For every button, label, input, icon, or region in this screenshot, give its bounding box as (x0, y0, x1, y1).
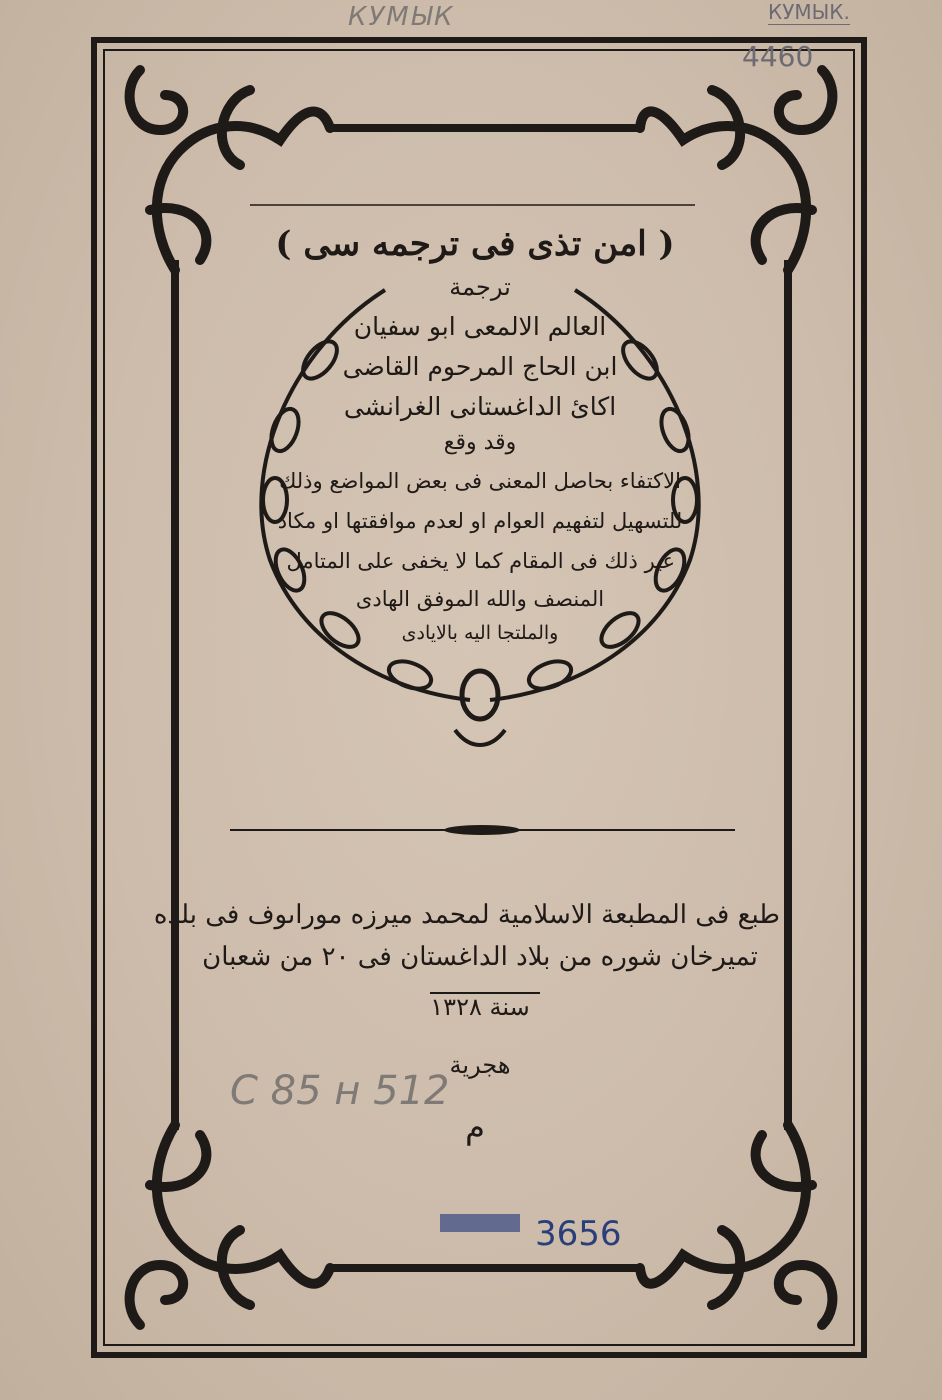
imprint-year: سنة ١٣٢٨ (430, 993, 530, 1021)
library-stamp-top: КУМЫК. (768, 0, 850, 24)
imprint-hijri: هجرية (449, 1051, 511, 1079)
body-line-5: الاكتفاء بحاصل المعنى فى بعض المواضع وذلك (279, 469, 681, 493)
book-title: ( امن تذى فى ترجمه سى ) (275, 224, 675, 264)
pencil-label-top: КУМЫК (348, 2, 455, 32)
body-line-7: غير ذلك فى المقام كما لا يخفى على المتامل (286, 549, 674, 573)
body-line-4: وقد وقع (443, 430, 517, 455)
body-line-1: العالم الالمعى ابو سفيان (353, 312, 607, 341)
corner-ornament-bottom-right (640, 1125, 832, 1325)
library-number-top: 4460 (742, 40, 814, 73)
body-line-9: والملتجا اليه بالايادى (401, 622, 559, 644)
subtitle: ترجمة (449, 273, 511, 301)
body-line-6: للتسهيل لتفهيم العوام او لعدم موافقتها او مكاد (277, 509, 683, 533)
pencil-shelfmark: С 85 н 512 (230, 1068, 450, 1114)
library-ink-stamp (440, 1214, 520, 1232)
body-line-3: اكائ الداغستانى الغرانشى (343, 392, 617, 421)
imprint-line-2: تميرخان شوره من بلاد الداغستان فى ٢٠ من شعبان (202, 942, 758, 972)
body-line-8: المنصف والله الموفق الهادى (355, 587, 605, 611)
library-number: 3656 (535, 1214, 622, 1254)
arabic-mark: م (465, 1108, 485, 1146)
divider-rule (230, 825, 735, 835)
corner-ornament-bottom-left (130, 1125, 330, 1325)
imprint-line-1: طبع فى المطبعة الاسلامية لمحمد ميرزه موراىوف فى بلده (153, 900, 780, 930)
body-line-2: ابن الحاج المرحوم القاضى (342, 352, 618, 381)
